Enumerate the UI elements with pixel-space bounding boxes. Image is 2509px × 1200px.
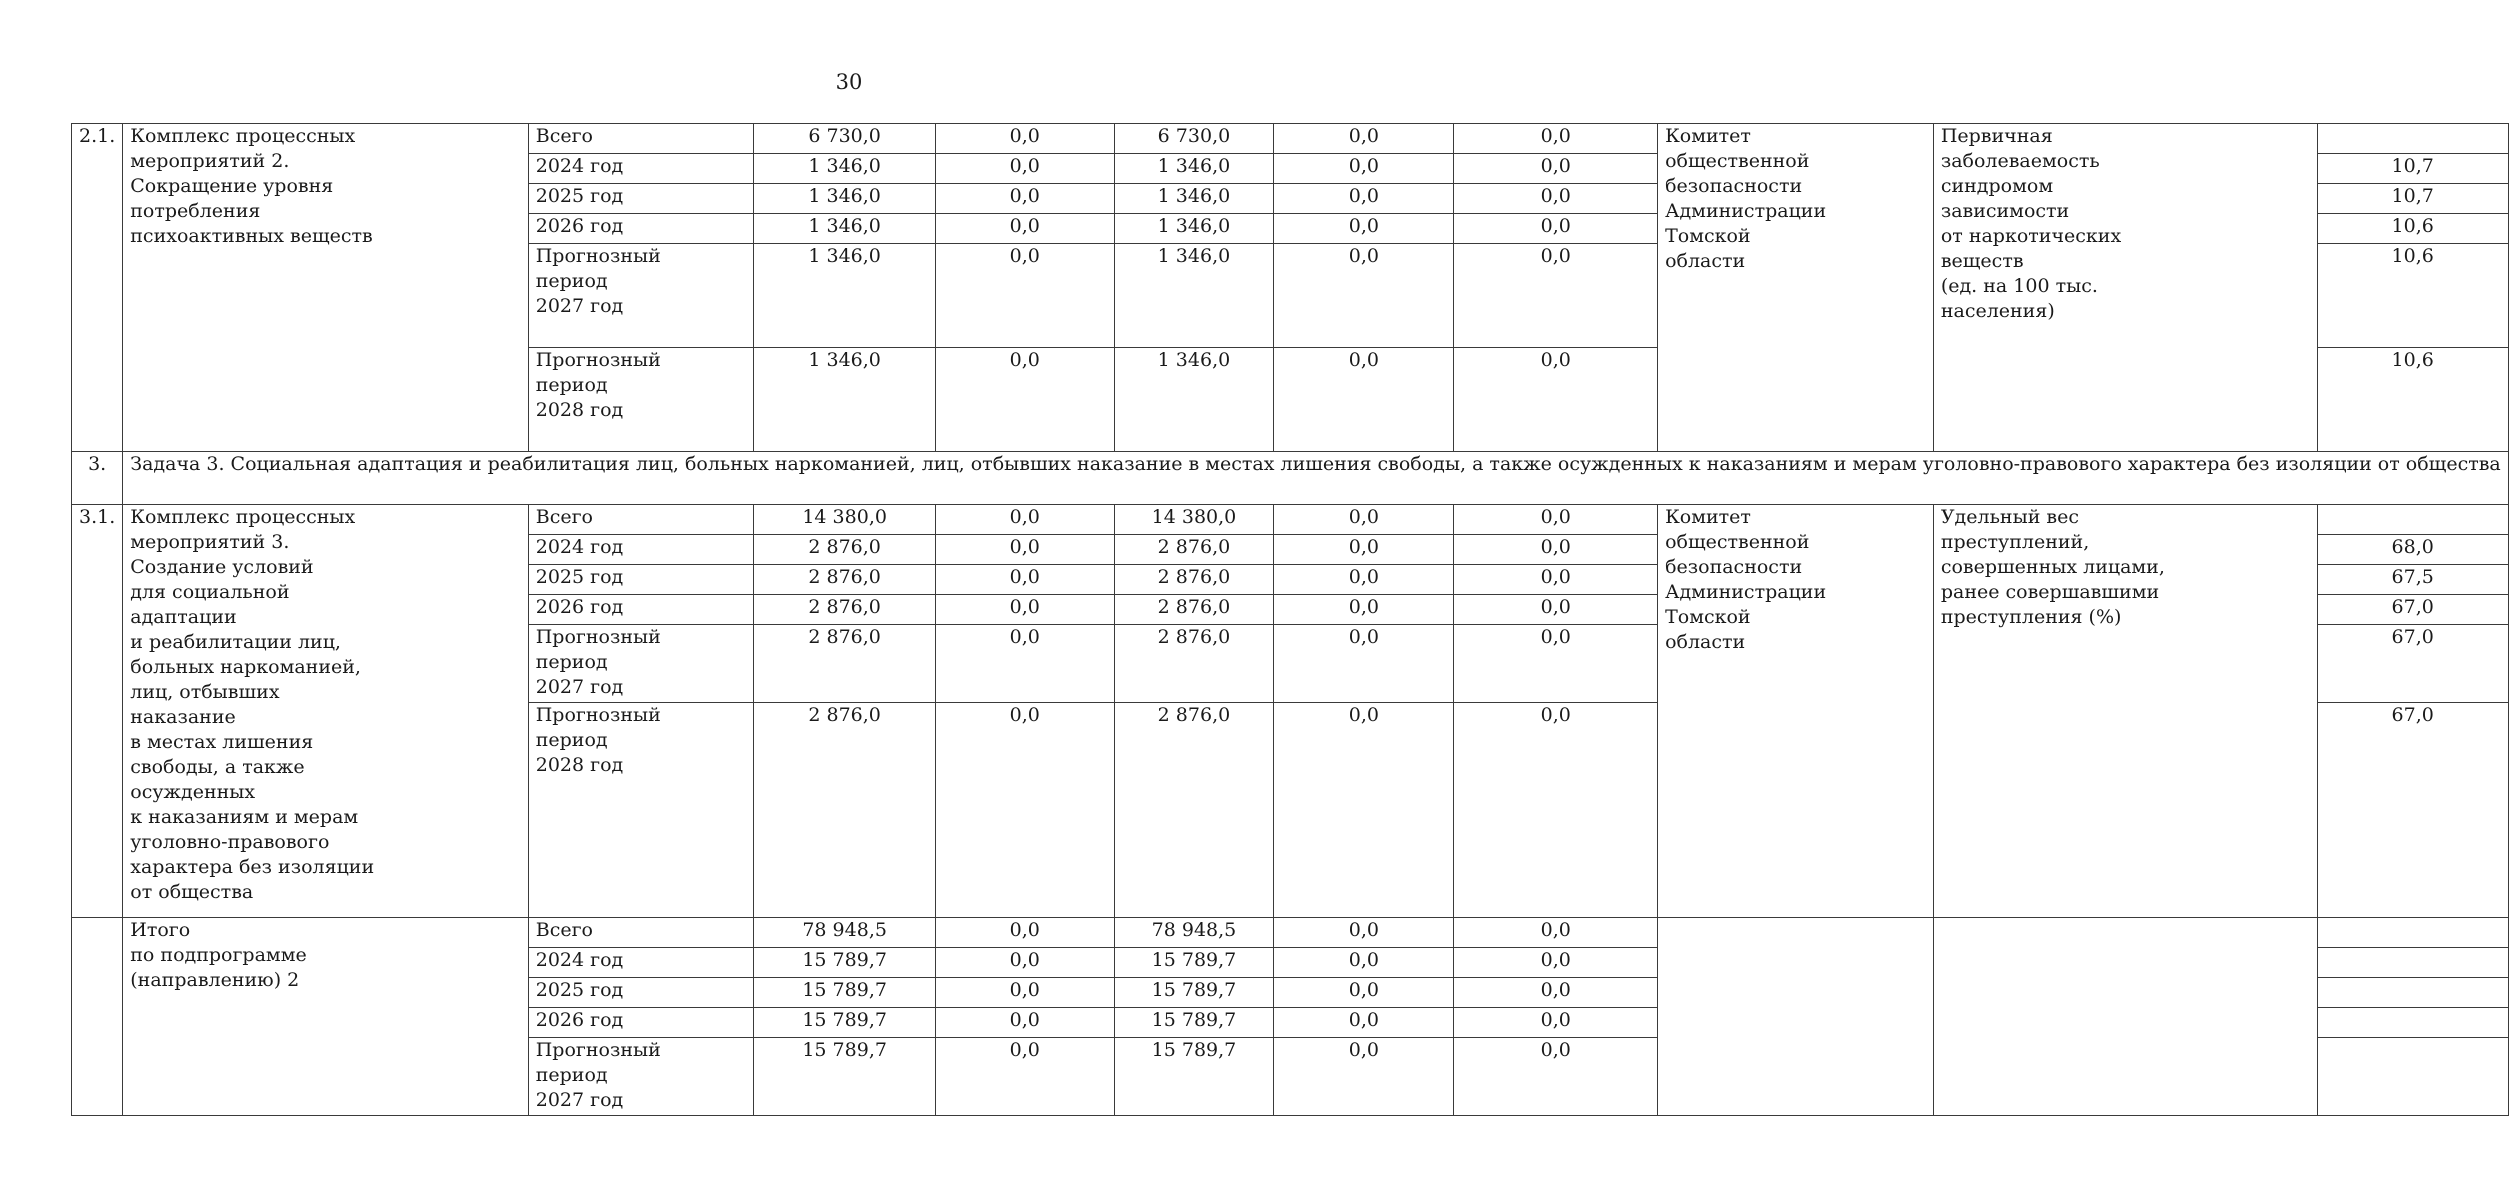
period-line: 2026 год bbox=[535, 215, 624, 237]
indicator-name-line: синдромом bbox=[1940, 175, 2054, 197]
period-line: период bbox=[535, 729, 608, 751]
table-row bbox=[72, 918, 2509, 948]
period-cell bbox=[528, 565, 754, 595]
funding-local: 0,0 bbox=[1274, 154, 1454, 184]
funding-total: 15 789,7 bbox=[754, 978, 936, 1008]
funding-other: 0,0 bbox=[1454, 948, 1658, 978]
indicator-name-line: от наркотических bbox=[1940, 225, 2122, 247]
funding-other: 0,0 bbox=[1454, 625, 1658, 703]
period-line: 2025 год bbox=[535, 979, 624, 1001]
indicator-value bbox=[2317, 1008, 2508, 1038]
item-number: 2.1. bbox=[72, 124, 123, 452]
table-row bbox=[72, 124, 2509, 154]
funding-federal: 0,0 bbox=[936, 625, 1115, 703]
item-name-line: и реабилитации лиц, bbox=[130, 631, 341, 653]
period-line: 2025 год bbox=[535, 185, 624, 207]
item-name-line: мероприятий 2. bbox=[130, 150, 290, 172]
period-line: 2026 год bbox=[535, 596, 624, 618]
item-name-line: для социальной bbox=[130, 581, 290, 603]
executor-line: области bbox=[1665, 250, 1746, 272]
period-cell bbox=[528, 1008, 754, 1038]
indicator-name-line: (ед. на 100 тыс. bbox=[1940, 275, 2098, 297]
funding-other: 0,0 bbox=[1454, 703, 1658, 918]
table-row bbox=[72, 505, 2509, 535]
indicator-name-line: совершенных лицами, bbox=[1940, 556, 2165, 578]
period-line: период bbox=[535, 651, 608, 673]
period-cell bbox=[528, 184, 754, 214]
period-line: 2024 год bbox=[535, 155, 624, 177]
indicator-value: 67,0 bbox=[2317, 595, 2508, 625]
indicator-name-cell bbox=[1933, 918, 2317, 1116]
funding-federal: 0,0 bbox=[936, 244, 1115, 348]
funding-regional: 2 876,0 bbox=[1114, 565, 1274, 595]
funding-total: 1 346,0 bbox=[754, 348, 936, 452]
period-cell bbox=[528, 154, 754, 184]
funding-federal: 0,0 bbox=[936, 978, 1115, 1008]
funding-total: 1 346,0 bbox=[754, 214, 936, 244]
executor-line: Томской bbox=[1665, 606, 1751, 628]
item-name-line: Сокращение уровня bbox=[130, 175, 334, 197]
item-number bbox=[72, 918, 123, 1116]
funding-total: 1 346,0 bbox=[754, 184, 936, 214]
period-line: Прогнозный bbox=[535, 245, 661, 267]
indicator-name-cell bbox=[1933, 505, 2317, 918]
funding-local: 0,0 bbox=[1274, 918, 1454, 948]
funding-total: 14 380,0 bbox=[754, 505, 936, 535]
period-line: Всего bbox=[535, 919, 593, 941]
item-name-line: лиц, отбывших bbox=[130, 681, 280, 703]
indicator-name-line: преступлений, bbox=[1940, 531, 2090, 553]
period-line: 2024 год bbox=[535, 949, 624, 971]
funding-regional: 1 346,0 bbox=[1114, 348, 1274, 452]
funding-total: 78 948,5 bbox=[754, 918, 936, 948]
program-table bbox=[71, 123, 2509, 1116]
funding-other: 0,0 bbox=[1454, 214, 1658, 244]
funding-total: 2 876,0 bbox=[754, 625, 936, 703]
funding-other: 0,0 bbox=[1454, 184, 1658, 214]
funding-regional: 6 730,0 bbox=[1114, 124, 1274, 154]
funding-other: 0,0 bbox=[1454, 244, 1658, 348]
funding-other: 0,0 bbox=[1454, 124, 1658, 154]
period-line: период bbox=[535, 270, 608, 292]
indicator-value: 10,6 bbox=[2317, 348, 2508, 452]
funding-other: 0,0 bbox=[1454, 595, 1658, 625]
item-name-line: потребления bbox=[130, 200, 261, 222]
executor-line: Администрации bbox=[1665, 581, 1827, 603]
funding-federal: 0,0 bbox=[936, 703, 1115, 918]
funding-regional: 15 789,7 bbox=[1114, 978, 1274, 1008]
funding-other: 0,0 bbox=[1454, 348, 1658, 452]
funding-local: 0,0 bbox=[1274, 184, 1454, 214]
item-name-line: психоактивных веществ bbox=[130, 225, 373, 247]
item-name-line: Комплекс процессных bbox=[130, 125, 356, 147]
period-line: Всего bbox=[535, 125, 593, 147]
indicator-name-line: зависимости bbox=[1940, 200, 2070, 222]
item-name-line: характера без изоляции bbox=[130, 856, 375, 878]
item-name bbox=[123, 918, 528, 1116]
item-number: 3.1. bbox=[72, 505, 123, 918]
funding-other: 0,0 bbox=[1454, 505, 1658, 535]
executor-line: области bbox=[1665, 631, 1746, 653]
indicator-value: 67,0 bbox=[2317, 625, 2508, 703]
funding-federal: 0,0 bbox=[936, 948, 1115, 978]
item-name-line: к наказаниям и мерам bbox=[130, 806, 359, 828]
funding-regional: 2 876,0 bbox=[1114, 625, 1274, 703]
period-line: период bbox=[535, 1064, 608, 1086]
indicator-value bbox=[2317, 948, 2508, 978]
funding-regional: 2 876,0 bbox=[1114, 595, 1274, 625]
executor-line: Комитет bbox=[1665, 125, 1751, 147]
item-name-line: по подпрограмме bbox=[130, 944, 307, 966]
indicator-value bbox=[2317, 505, 2508, 535]
funding-federal: 0,0 bbox=[936, 154, 1115, 184]
funding-local: 0,0 bbox=[1274, 124, 1454, 154]
item-name-line: Комплекс процессных bbox=[130, 506, 356, 528]
funding-total: 15 789,7 bbox=[754, 1008, 936, 1038]
funding-local: 0,0 bbox=[1274, 978, 1454, 1008]
funding-other: 0,0 bbox=[1454, 154, 1658, 184]
executor-line: общественной bbox=[1665, 531, 1810, 553]
indicator-value: 68,0 bbox=[2317, 535, 2508, 565]
executor-line: безопасности bbox=[1665, 556, 1803, 578]
funding-local: 0,0 bbox=[1274, 348, 1454, 452]
funding-federal: 0,0 bbox=[936, 214, 1115, 244]
indicator-value bbox=[2317, 978, 2508, 1008]
indicator-value bbox=[2317, 918, 2508, 948]
period-line: 2027 год bbox=[535, 1089, 624, 1111]
item-name bbox=[123, 124, 528, 452]
period-line: Прогнозный bbox=[535, 349, 661, 371]
funding-federal: 0,0 bbox=[936, 505, 1115, 535]
funding-other: 0,0 bbox=[1454, 1008, 1658, 1038]
funding-federal: 0,0 bbox=[936, 565, 1115, 595]
period-cell bbox=[528, 595, 754, 625]
item-name-line: (направлению) 2 bbox=[130, 969, 300, 991]
funding-local: 0,0 bbox=[1274, 214, 1454, 244]
funding-regional: 1 346,0 bbox=[1114, 244, 1274, 348]
funding-regional: 78 948,5 bbox=[1114, 918, 1274, 948]
period-cell bbox=[528, 948, 754, 978]
funding-local: 0,0 bbox=[1274, 703, 1454, 918]
item-name-line: осужденных bbox=[130, 781, 256, 803]
funding-local: 0,0 bbox=[1274, 1008, 1454, 1038]
item-name-line: наказание bbox=[130, 706, 236, 728]
funding-regional: 15 789,7 bbox=[1114, 1008, 1274, 1038]
funding-federal: 0,0 bbox=[936, 348, 1115, 452]
executor-line: Томской bbox=[1665, 225, 1751, 247]
funding-other: 0,0 bbox=[1454, 565, 1658, 595]
period-cell bbox=[528, 535, 754, 565]
period-cell bbox=[528, 703, 754, 918]
period-line: Прогнозный bbox=[535, 1039, 661, 1061]
funding-federal: 0,0 bbox=[936, 535, 1115, 565]
period-cell bbox=[528, 1038, 754, 1116]
executor-cell bbox=[1658, 505, 1934, 918]
funding-local: 0,0 bbox=[1274, 535, 1454, 565]
indicator-value: 10,7 bbox=[2317, 154, 2508, 184]
item-name-line: Итого bbox=[130, 919, 191, 941]
funding-regional: 1 346,0 bbox=[1114, 184, 1274, 214]
indicator-name-line: ранее совершавшими bbox=[1940, 581, 2160, 603]
funding-federal: 0,0 bbox=[936, 918, 1115, 948]
funding-federal: 0,0 bbox=[936, 1038, 1115, 1116]
item-name-line: адаптации bbox=[130, 606, 237, 628]
period-line: 2027 год bbox=[535, 295, 624, 317]
period-cell bbox=[528, 348, 754, 452]
period-line: Прогнозный bbox=[535, 704, 661, 726]
item-name-line: Создание условий bbox=[130, 556, 314, 578]
period-line: Всего bbox=[535, 506, 593, 528]
period-line: 2025 год bbox=[535, 566, 624, 588]
executor-cell bbox=[1658, 918, 1934, 1116]
period-cell bbox=[528, 124, 754, 154]
item-name-line: больных наркоманией, bbox=[130, 656, 361, 678]
indicator-name-line: преступления (%) bbox=[1940, 606, 2122, 628]
funding-other: 0,0 bbox=[1454, 918, 1658, 948]
indicator-value bbox=[2317, 1038, 2508, 1116]
funding-total: 2 876,0 bbox=[754, 595, 936, 625]
funding-local: 0,0 bbox=[1274, 505, 1454, 535]
funding-local: 0,0 bbox=[1274, 595, 1454, 625]
indicator-name-line: Удельный вес bbox=[1940, 506, 2079, 528]
funding-total: 2 876,0 bbox=[754, 703, 936, 918]
period-line: 2024 год bbox=[535, 536, 624, 558]
indicator-name-line: веществ bbox=[1940, 250, 2024, 272]
indicator-name-line: населения) bbox=[1940, 300, 2055, 322]
funding-total: 15 789,7 bbox=[754, 1038, 936, 1116]
funding-regional: 2 876,0 bbox=[1114, 703, 1274, 918]
indicator-name-line: заболеваемость bbox=[1940, 150, 2100, 172]
indicator-value: 67,0 bbox=[2317, 703, 2508, 918]
item-name-line: в местах лишения bbox=[130, 731, 314, 753]
funding-total: 1 346,0 bbox=[754, 154, 936, 184]
funding-regional: 1 346,0 bbox=[1114, 154, 1274, 184]
period-cell bbox=[528, 978, 754, 1008]
indicator-value bbox=[2317, 124, 2508, 154]
indicator-value: 10,6 bbox=[2317, 214, 2508, 244]
period-line: Прогнозный bbox=[535, 626, 661, 648]
funding-federal: 0,0 bbox=[936, 595, 1115, 625]
period-cell bbox=[528, 625, 754, 703]
funding-local: 0,0 bbox=[1274, 625, 1454, 703]
indicator-name-cell bbox=[1933, 124, 2317, 452]
period-line: период bbox=[535, 374, 608, 396]
funding-local: 0,0 bbox=[1274, 948, 1454, 978]
period-line: 2027 год bbox=[535, 676, 624, 698]
executor-line: Администрации bbox=[1665, 200, 1827, 222]
funding-local: 0,0 bbox=[1274, 565, 1454, 595]
funding-federal: 0,0 bbox=[936, 1008, 1115, 1038]
funding-regional: 1 346,0 bbox=[1114, 214, 1274, 244]
period-line: 2028 год bbox=[535, 399, 624, 421]
indicator-name-line: Первичная bbox=[1940, 125, 2053, 147]
item-name-line: уголовно-правового bbox=[130, 831, 330, 853]
period-cell bbox=[528, 918, 754, 948]
period-cell bbox=[528, 214, 754, 244]
task-text: Задача 3. Социальная адаптация и реабилитация лиц, больных наркоманией, лиц, отбывших наказание в местах лишения свободы, а также осужденных к наказаниям и мерам уголовно-правового характера без изоляции от общества bbox=[123, 452, 2509, 505]
funding-other: 0,0 bbox=[1454, 535, 1658, 565]
funding-regional: 15 789,7 bbox=[1114, 1038, 1274, 1116]
period-line: 2028 год bbox=[535, 754, 624, 776]
executor-line: безопасности bbox=[1665, 175, 1803, 197]
period-line: 2026 год bbox=[535, 1009, 624, 1031]
indicator-value: 10,6 bbox=[2317, 244, 2508, 348]
funding-local: 0,0 bbox=[1274, 244, 1454, 348]
funding-total: 1 346,0 bbox=[754, 244, 936, 348]
task-number: 3. bbox=[72, 452, 123, 505]
page-number: 30 bbox=[835, 70, 863, 94]
item-name-line: свободы, а также bbox=[130, 756, 305, 778]
item-name-line: от общества bbox=[130, 881, 254, 903]
funding-federal: 0,0 bbox=[936, 124, 1115, 154]
funding-regional: 2 876,0 bbox=[1114, 535, 1274, 565]
funding-federal: 0,0 bbox=[936, 184, 1115, 214]
funding-regional: 15 789,7 bbox=[1114, 948, 1274, 978]
indicator-value: 67,5 bbox=[2317, 565, 2508, 595]
funding-regional: 14 380,0 bbox=[1114, 505, 1274, 535]
task-row bbox=[72, 452, 2509, 505]
funding-total: 2 876,0 bbox=[754, 565, 936, 595]
funding-total: 2 876,0 bbox=[754, 535, 936, 565]
indicator-value: 10,7 bbox=[2317, 184, 2508, 214]
period-cell bbox=[528, 505, 754, 535]
table-body bbox=[72, 124, 2509, 1116]
executor-line: Комитет bbox=[1665, 506, 1751, 528]
executor-line: общественной bbox=[1665, 150, 1810, 172]
item-name bbox=[123, 505, 528, 918]
funding-other: 0,0 bbox=[1454, 978, 1658, 1008]
funding-local: 0,0 bbox=[1274, 1038, 1454, 1116]
executor-cell bbox=[1658, 124, 1934, 452]
funding-total: 6 730,0 bbox=[754, 124, 936, 154]
period-cell bbox=[528, 244, 754, 348]
funding-other: 0,0 bbox=[1454, 1038, 1658, 1116]
funding-total: 15 789,7 bbox=[754, 948, 936, 978]
item-name-line: мероприятий 3. bbox=[130, 531, 290, 553]
